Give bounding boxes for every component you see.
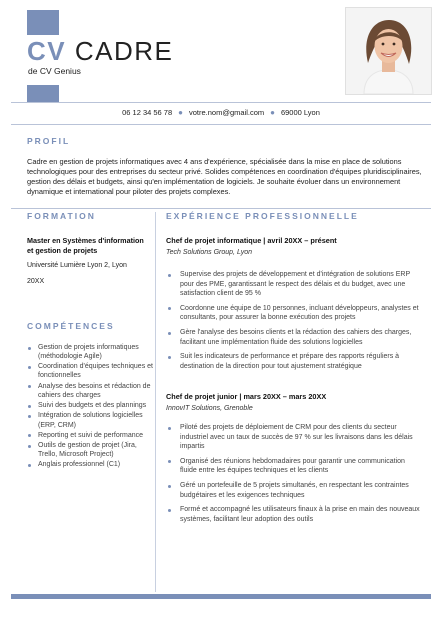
accent-square-top [27, 10, 59, 35]
skill-item: Outils de gestion de projet (Jira, Trello, Microsoft Project) [27, 441, 155, 459]
job-bullet: Supervise des projets de développement et d'intégration de solutions ERP pour des PME, garantissant le respect des délais et du budget, avec une satisfaction client de 95 % [166, 270, 421, 299]
job-bullet: Gère l'analyse des besoins clients et la rédaction des cahiers des charges, facilitant une implémentation fluide des solutions logicielles [166, 328, 421, 347]
separator-dot-icon: ● [270, 108, 275, 117]
job-bullet: Géré un portefeuille de 5 projets simultanés, en respectant les contraintes budgétaires et les exigences techniques [166, 481, 421, 500]
portrait-illustration [346, 8, 431, 94]
job-bullets [166, 270, 421, 376]
footer-bar [11, 594, 431, 599]
education-degree: Master en Systèmes d'information et gestion de projets [27, 236, 144, 255]
portrait-photo [345, 7, 432, 95]
job-title: Chef de projet junior | mars 20XX – mars 20XX [166, 392, 327, 401]
column-divider [155, 212, 156, 592]
contact-email: votre.nom@gmail.com [188, 108, 265, 117]
section-heading-skills: COMPÉTENCES [27, 321, 115, 331]
section-heading-profile: PROFIL [27, 136, 71, 146]
job-company: Tech Solutions Group, Lyon [166, 249, 253, 256]
skill-item: Intégration de solutions logicielles (ERP, CRM) [27, 411, 155, 429]
skill-item: Gestion de projets informatiques (méthodologie Agile) [27, 343, 155, 361]
section-heading-experience: EXPÉRIENCE PROFESSIONNELLE [166, 211, 359, 221]
job-bullet: Piloté des projets de déploiement de CRM pour des clients du secteur industriel avec un taux de succès de 97 % sur les livraisons dans les délais impartis [166, 423, 421, 452]
contact-location: 69000 Lyon [280, 108, 320, 117]
page-subtitle: de CV Genius [28, 66, 81, 76]
skill-item: Anglais professionnel (C1) [27, 460, 155, 469]
divider-contact-bottom [11, 124, 431, 125]
job-company: InnovIT Solutions, Grenoble [166, 405, 253, 412]
job-bullet: Formé et accompagné les utilisateurs finaux à la prise en main des nouveaux systèmes, facilitant leur adoption des outils [166, 505, 421, 524]
contact-line [11, 108, 431, 117]
skill-item: Analyse des besoins et rédaction de cahiers des charges [27, 382, 155, 400]
skills-list [27, 343, 155, 471]
skill-item: Suivi des budgets et des plannings [27, 401, 155, 410]
job-bullet: Coordonne une équipe de 10 personnes, incluant développeurs, analystes et consultants, pour assurer la bonne exécution des projets [166, 304, 421, 323]
education-date: 20XX [27, 278, 45, 285]
skill-item: Reporting et suivi de performance [27, 431, 155, 440]
separator-dot-icon: ● [178, 108, 183, 117]
title-rest: CADRE [74, 36, 174, 66]
job-title: Chef de projet informatique | avril 20XX – présent [166, 236, 337, 245]
education-school: Université Lumière Lyon 2, Lyon [27, 262, 127, 269]
section-heading-education: FORMATION [27, 211, 96, 221]
divider-contact-top [11, 102, 431, 103]
title-accent: CV [27, 36, 67, 66]
job-bullets [166, 423, 421, 529]
accent-square-bottom [27, 85, 59, 102]
page-title [27, 36, 173, 66]
contact-phone: 06 12 34 56 78 [122, 108, 173, 117]
divider-profile [11, 208, 431, 209]
job-bullet: Suit les indicateurs de performance et prépare des rapports réguliers à destination de la direction pour tout ajustement stratégique [166, 352, 421, 371]
profile-text: Cadre en gestion de projets informatiques avec 4 ans d'expérience, spécialisée dans la mise en place de solutions technologiques pour des entreprises du secteur privé. Solides compétences en coordination d'équipes pluridisciplinaires, gestion des délais et budgets, ainsi qu'en implémentation de logiciels. Je souhaite évoluer dans un environnement dynamique et international pour piloter des projets complexes. [27, 157, 422, 197]
job-bullet: Organisé des réunions hebdomadaires pour garantir une communication fluide entre les équipes techniques et les clients [166, 457, 421, 476]
skill-item: Coordination d'équipes techniques et fonctionnelles [27, 362, 155, 380]
